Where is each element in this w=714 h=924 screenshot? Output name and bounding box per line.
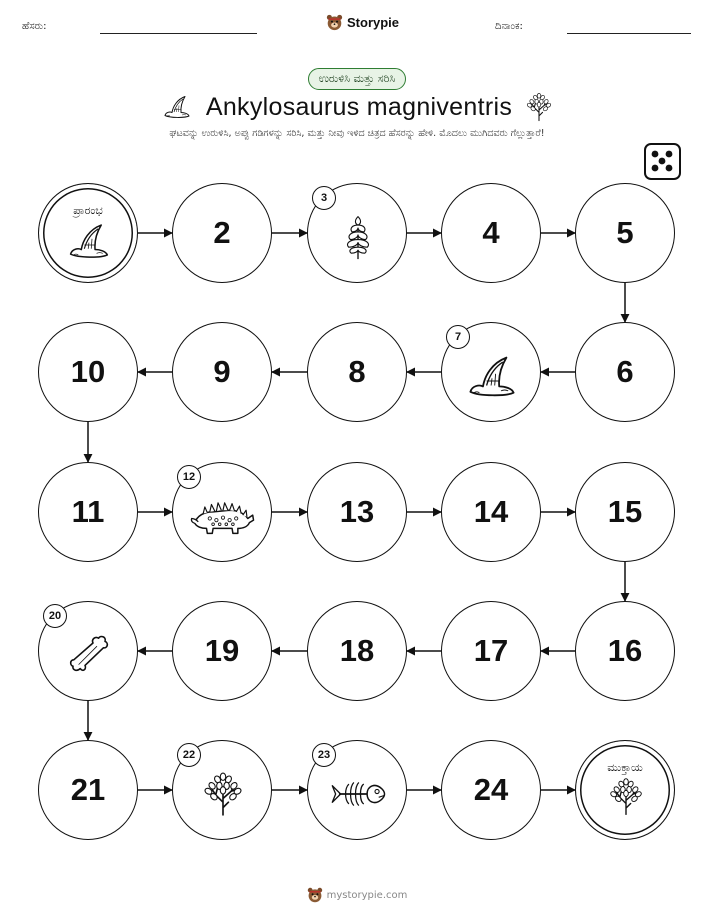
space-number: 16 [607,633,643,668]
board-space-13[interactable] [307,462,407,562]
board-space-7[interactable] [441,322,541,422]
board-space-11[interactable] [38,462,138,562]
board-space-17[interactable] [441,601,541,701]
space-number: 24 [473,772,509,807]
finish-space[interactable] [575,740,675,840]
board-space-5[interactable] [575,183,675,283]
bone-icon [69,635,109,675]
brand-name: Storypie [347,15,400,30]
space-number: 21 [70,772,106,807]
board-space-9[interactable] [172,322,272,422]
name-label: ಹೆಸರು: [22,21,47,32]
space-number-badge: 22 [177,743,201,767]
start-space[interactable] [38,183,138,283]
board-space-16[interactable] [575,601,675,701]
space-number: 5 [616,215,634,250]
board-space-10[interactable] [38,322,138,422]
board-space-19[interactable] [172,601,272,701]
space-number-badge: 20 [43,604,67,628]
space-number: 14 [473,494,509,529]
board-space-14[interactable] [441,462,541,562]
board-space-6[interactable] [575,322,675,422]
fern-leaf-icon [341,212,375,262]
footer-url[interactable]: mystorypie.com [326,889,408,901]
tree-icon [203,771,243,817]
space-number: 4 [482,215,500,250]
claw-icon [465,354,519,399]
board-space-8[interactable] [307,322,407,422]
space-number-badge: 7 [446,325,470,349]
instructions: ಘಟವನ್ನು ಉರುಳಿಸಿ, ಅಪ್ಪು ಗಡಿಗಳನ್ನು ಸರಿಸಿ, ಮತ್ತು ನೀವು ಇಳಿದ ಚಿತ್ರದ ಹೆಸರನ್ನು ಹೇಳಿ. ಮೊದಲು ಮುಗಿದವರು ಗೆಲ್ಲುತ್ತಾರೆ! [169,128,545,139]
bear-logo-icon [307,887,323,903]
board-space-3[interactable] [307,183,407,283]
board-space-2[interactable] [172,183,272,283]
space-number: 13 [339,494,375,529]
board-space-24[interactable] [441,740,541,840]
board-space-12[interactable] [172,462,272,562]
space-number: 18 [339,633,375,668]
board-space-18[interactable] [307,601,407,701]
finish-label: ಮುಕ್ತಾಯ [607,761,643,774]
space-number: 15 [607,494,643,529]
claw-icon [66,222,112,260]
space-number: 6 [616,354,634,389]
space-number: 2 [213,215,231,250]
fish-skeleton-icon [329,777,387,811]
start-label: ಪ್ರಾರಂಭ [73,204,103,217]
page-title: Ankylosaurus magniventris [205,92,513,121]
space-number: 17 [473,633,509,668]
board-space-15[interactable] [575,462,675,562]
board-space-20[interactable] [38,601,138,701]
board-space-23[interactable] [307,740,407,840]
ankylosaurus-icon [190,495,256,537]
space-number-badge: 3 [312,186,336,210]
space-number: 10 [70,354,106,389]
space-number-badge: 23 [312,743,336,767]
space-number: 19 [204,633,240,668]
tree-icon [609,777,643,816]
game-type-badge: ಉರುಳಿಸಿ ಮತ್ತು ಸರಿಸಿ [308,68,407,90]
board-space-22[interactable] [172,740,272,840]
space-number: 9 [213,354,231,389]
board-space-21[interactable] [38,740,138,840]
space-number: 8 [348,354,366,389]
footer [0,887,714,903]
date-label: ದಿನಾಂಕ: [495,21,523,32]
space-number: 11 [71,494,105,529]
board-space-4[interactable] [441,183,541,283]
space-number-badge: 12 [177,465,201,489]
